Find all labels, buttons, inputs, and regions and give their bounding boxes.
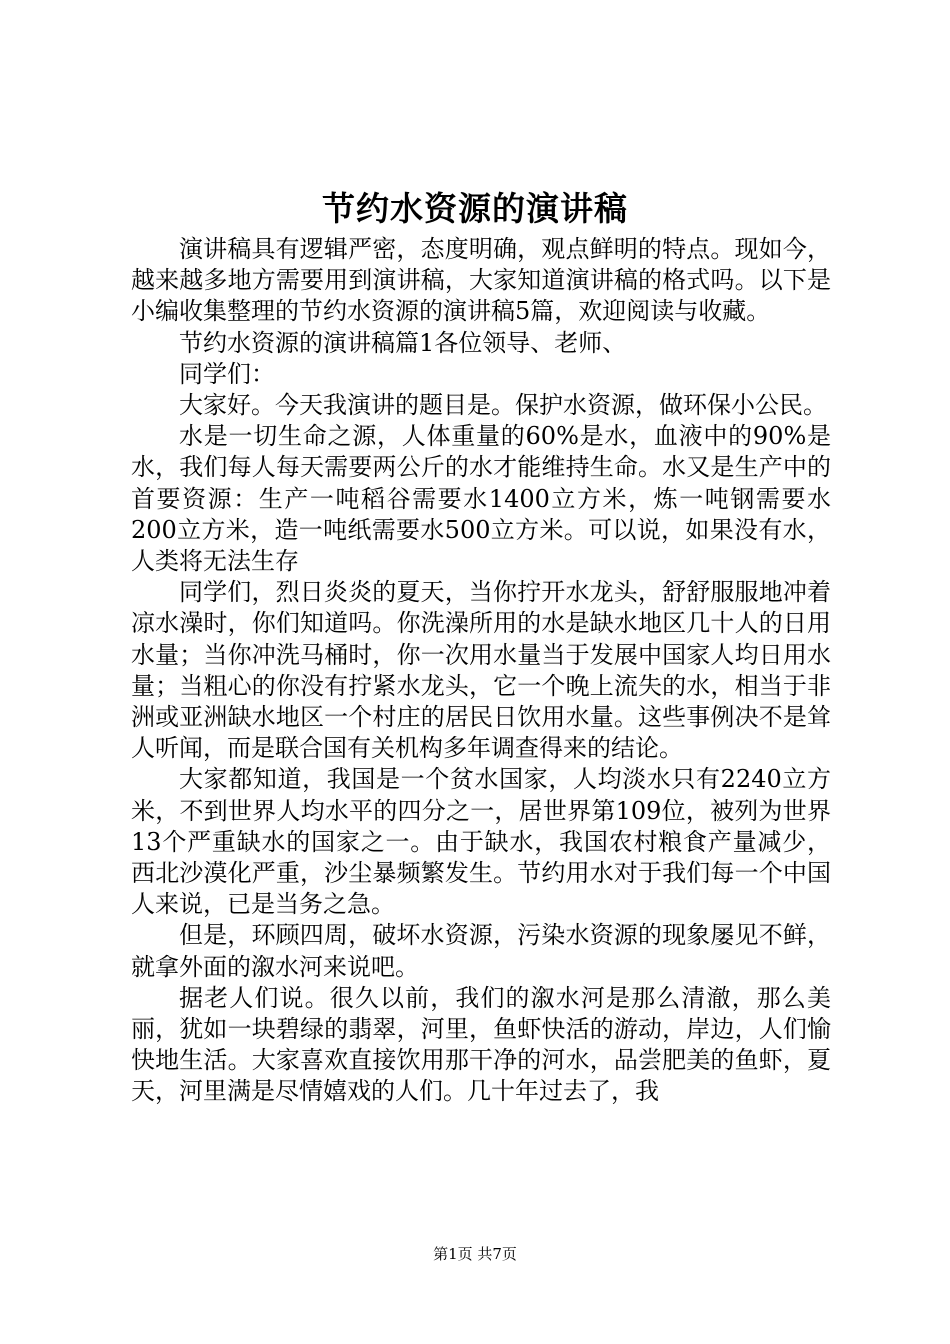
document-title: 节约水资源的演讲稿 <box>322 189 628 228</box>
paragraph-heading-1: 节约水资源的演讲稿篇1各位领导、老师、 <box>179 328 627 357</box>
paragraph-summer: 同学们，烈日炎炎的夏天，当你拧开水龙头，舒舒服服地冲着凉水澡时，你们知道吗。你洗澡所用的水是缺水地区几十人的日用水量；当你冲洗马桶时，你一次用水量当于发展中国家人均日用水量；当粗心的你没有拧紧水龙头，它一个晚上流失的水，相当于非洲或亚洲缺水地区一个村庄的居民日饮用水量。这些事例决不是耸人听闻，而是联合国有关机构多年调查得来的结论。 <box>131 578 831 763</box>
paragraph-water-life: 水是一切生命之源，人体重量的60%是水，血液中的90%是水，我们每人每天需要两公斤的水才能维持生命。水又是生产中的首要资源：生产一吨稻谷需要水1400立方米，炼一吨钢需要水200立方米，造一吨纸需要水500立方米。可以说，如果没有水，人类将无法生存 <box>131 422 831 576</box>
paragraph-greeting: 大家好。今天我演讲的题目是。保护水资源，做环保小公民。 <box>179 391 827 420</box>
paragraph-intro: 演讲稿具有逻辑严密，态度明确，观点鲜明的特点。现如今，越来越多地方需要用到演讲稿，大家知道演讲稿的格式吗。以下是小编收集整理的节约水资源的演讲稿5篇，欢迎阅读与收藏。 <box>131 235 831 326</box>
document-body <box>131 234 831 1108</box>
page-number-footer: 第1页 共7页 <box>433 1245 517 1263</box>
paragraph-river: 据老人们说。很久以前，我们的溆水河是那么清澈，那么美丽，犹如一块碧绿的翡翠，河里，鱼虾快活的游动，岸边，人们愉快地生活。大家喜欢直接饮用那干净的河水，品尝肥美的鱼虾，夏天，河里满是尽情嬉戏的人们。几十年过去了，我 <box>131 983 831 1106</box>
paragraph-salutation: 同学们： <box>179 359 275 388</box>
paragraph-china-water: 大家都知道，我国是一个贫水国家，人均淡水只有2240立方米，不到世界人均水平的四分之一，居世界第109位，被列为世界13个严重缺水的国家之一。由于缺水，我国农村粮食产量减少，西北沙漠化严重，沙尘暴频繁发生。节约用水对于我们每一个中国人来说，已是当务之急。 <box>131 765 831 919</box>
paragraph-pollution: 但是，环顾四周，破坏水资源，污染水资源的现象屡见不鲜，就拿外面的溆水河来说吧。 <box>131 921 831 981</box>
